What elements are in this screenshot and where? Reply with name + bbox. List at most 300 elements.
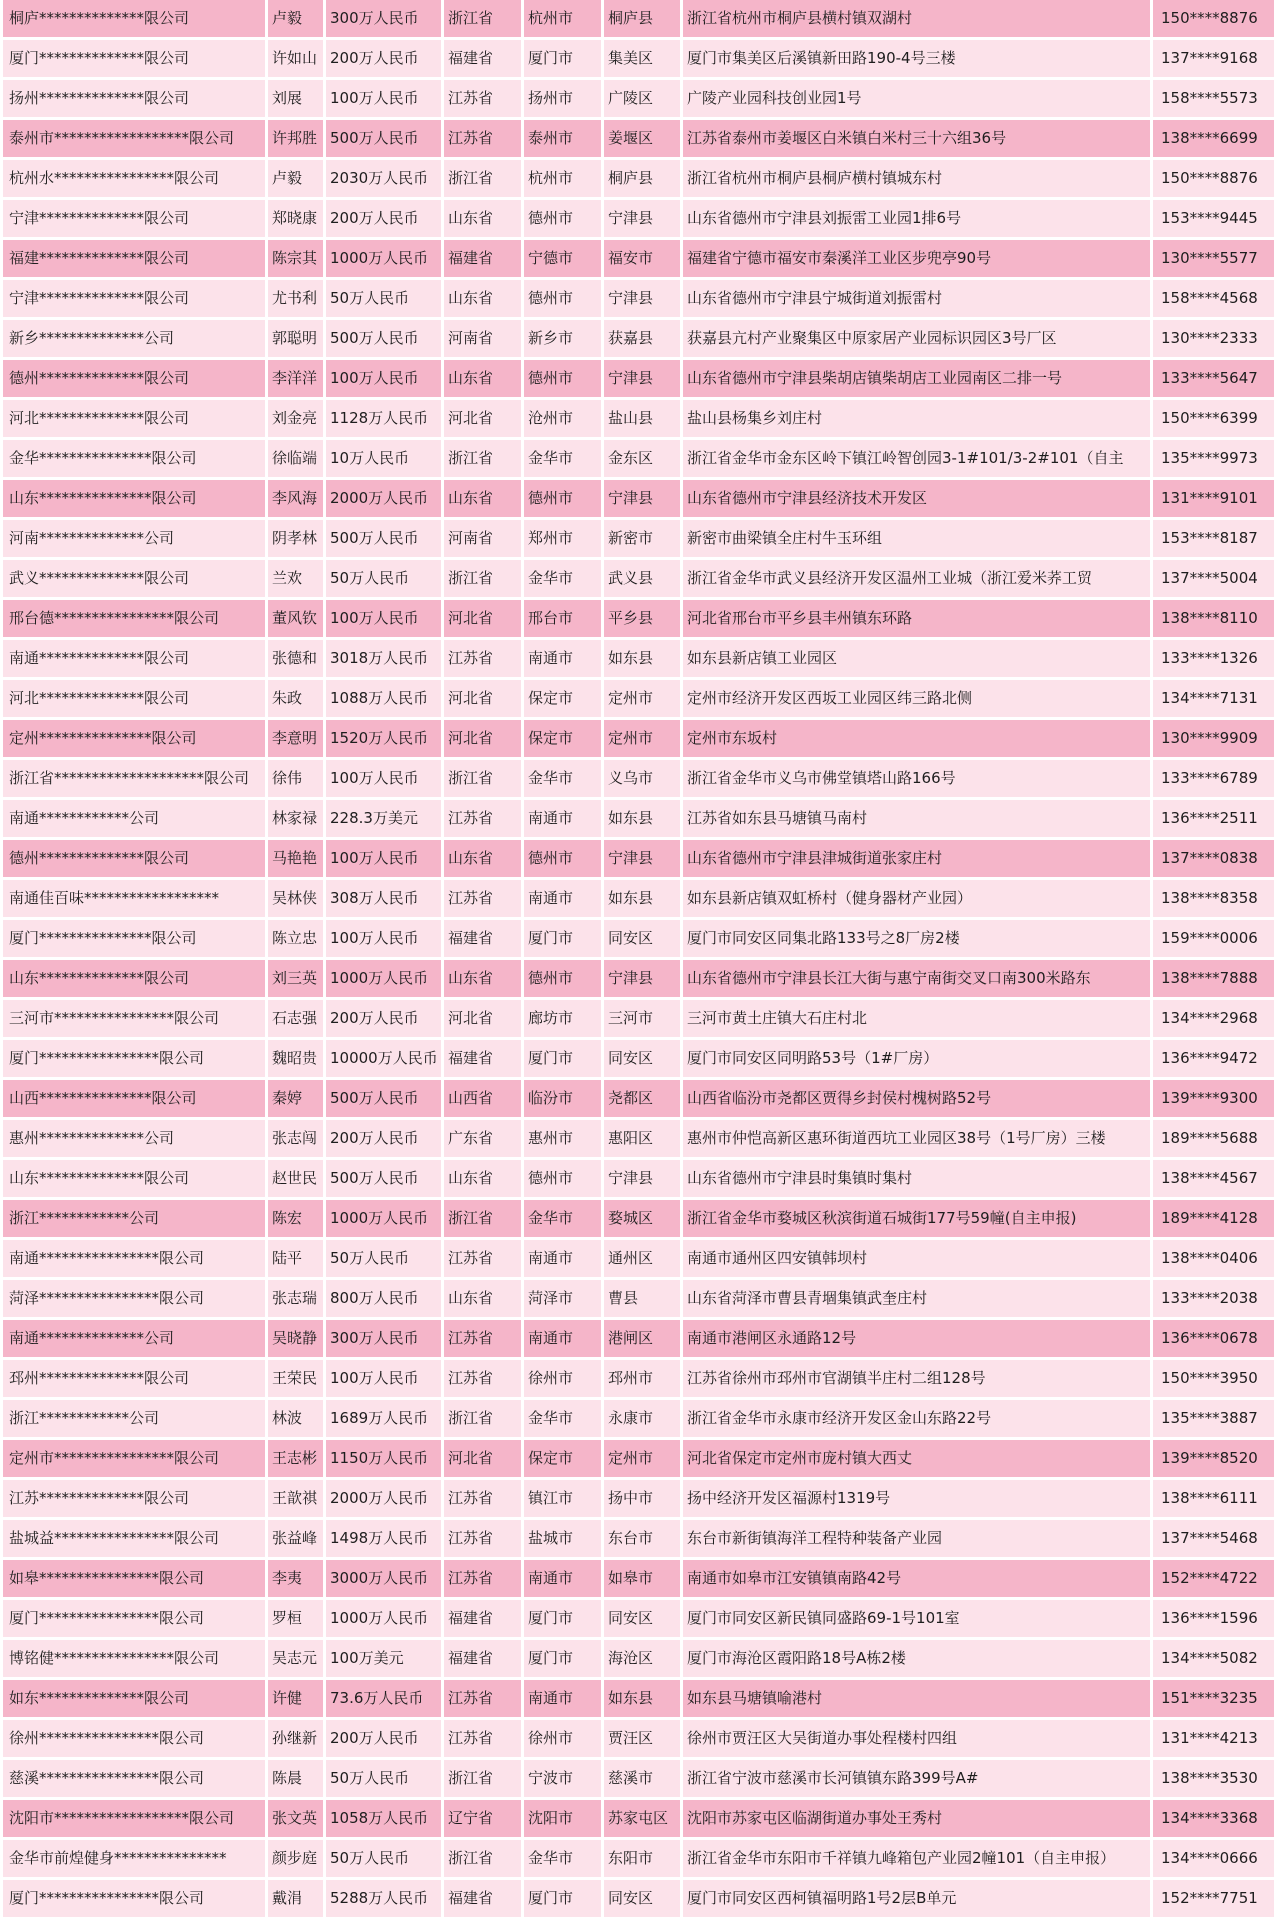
district-cell: 如皋市 xyxy=(603,1559,682,1599)
registered-capital-cell: 200万人民币 xyxy=(325,39,443,79)
table-row xyxy=(2,1439,1276,1479)
district-cell: 桐庐县 xyxy=(603,0,682,39)
legal-representative-cell: 陈宗其 xyxy=(267,239,325,279)
district-cell: 宁津县 xyxy=(603,359,682,399)
table-row xyxy=(2,399,1276,439)
legal-representative-cell: 阴孝林 xyxy=(267,519,325,559)
province-cell: 河北省 xyxy=(443,599,523,639)
city-cell: 徐州市 xyxy=(523,1719,603,1759)
phone-cell: 133****1326 xyxy=(1152,639,1276,679)
city-cell: 徐州市 xyxy=(523,1359,603,1399)
table-row xyxy=(2,879,1276,919)
province-cell: 浙江省 xyxy=(443,1839,523,1879)
district-cell: 东阳市 xyxy=(603,1839,682,1879)
district-cell: 平乡县 xyxy=(603,599,682,639)
address-cell: 如东县新店镇双虹桥村（健身器材产业园） xyxy=(682,879,1152,919)
district-cell: 惠阳区 xyxy=(603,1119,682,1159)
city-cell: 沈阳市 xyxy=(523,1799,603,1839)
company-name-cell: 如皋****************限公司 xyxy=(2,1559,267,1599)
company-name-cell: 邳州**************限公司 xyxy=(2,1359,267,1399)
address-cell: 如东县新店镇工业园区 xyxy=(682,639,1152,679)
city-cell: 德州市 xyxy=(523,279,603,319)
company-name-cell: 厦门***************限公司 xyxy=(2,919,267,959)
phone-cell: 135****3887 xyxy=(1152,1399,1276,1439)
company-name-cell: 福建**************限公司 xyxy=(2,239,267,279)
district-cell: 尧都区 xyxy=(603,1079,682,1119)
city-cell: 德州市 xyxy=(523,199,603,239)
city-cell: 德州市 xyxy=(523,1159,603,1199)
company-name-cell: 厦门****************限公司 xyxy=(2,1599,267,1639)
table-row xyxy=(2,1079,1276,1119)
registered-capital-cell: 3000万人民币 xyxy=(325,1559,443,1599)
table-row xyxy=(2,1239,1276,1279)
company-name-cell: 扬州**************限公司 xyxy=(2,79,267,119)
table-row xyxy=(2,1359,1276,1399)
province-cell: 浙江省 xyxy=(443,439,523,479)
company-name-cell: 宁津**************限公司 xyxy=(2,279,267,319)
district-cell: 如东县 xyxy=(603,879,682,919)
legal-representative-cell: 朱政 xyxy=(267,679,325,719)
city-cell: 南通市 xyxy=(523,799,603,839)
district-cell: 海沧区 xyxy=(603,1639,682,1679)
province-cell: 浙江省 xyxy=(443,759,523,799)
table-row xyxy=(2,1479,1276,1519)
province-cell: 浙江省 xyxy=(443,1759,523,1799)
legal-representative-cell: 罗桓 xyxy=(267,1599,325,1639)
district-cell: 宁津县 xyxy=(603,959,682,999)
legal-representative-cell: 王歆祺 xyxy=(267,1479,325,1519)
registered-capital-cell: 800万人民币 xyxy=(325,1279,443,1319)
district-cell: 东台市 xyxy=(603,1519,682,1559)
city-cell: 宁波市 xyxy=(523,1759,603,1799)
legal-representative-cell: 陆平 xyxy=(267,1239,325,1279)
district-cell: 桐庐县 xyxy=(603,159,682,199)
legal-representative-cell: 吴晓静 xyxy=(267,1319,325,1359)
legal-representative-cell: 陈立忠 xyxy=(267,919,325,959)
company-name-cell: 德州**************限公司 xyxy=(2,359,267,399)
registered-capital-cell: 1000万人民币 xyxy=(325,239,443,279)
registered-capital-cell: 500万人民币 xyxy=(325,519,443,559)
district-cell: 慈溪市 xyxy=(603,1759,682,1799)
registered-capital-cell: 1000万人民币 xyxy=(325,1199,443,1239)
province-cell: 江苏省 xyxy=(443,1239,523,1279)
city-cell: 德州市 xyxy=(523,479,603,519)
table-row xyxy=(2,1159,1276,1199)
district-cell: 集美区 xyxy=(603,39,682,79)
province-cell: 江苏省 xyxy=(443,119,523,159)
company-name-cell: 厦门****************限公司 xyxy=(2,1039,267,1079)
company-name-cell: 山西***************限公司 xyxy=(2,1079,267,1119)
company-name-cell: 浙江************公司 xyxy=(2,1399,267,1439)
legal-representative-cell: 董风钦 xyxy=(267,599,325,639)
address-cell: 厦门市海沧区霞阳路18号A栋2楼 xyxy=(682,1639,1152,1679)
district-cell: 贾汪区 xyxy=(603,1719,682,1759)
registered-capital-cell: 200万人民币 xyxy=(325,1719,443,1759)
table-row xyxy=(2,1799,1276,1839)
registered-capital-cell: 1000万人民币 xyxy=(325,1599,443,1639)
legal-representative-cell: 李意明 xyxy=(267,719,325,759)
legal-representative-cell: 吴志元 xyxy=(267,1639,325,1679)
table-row xyxy=(2,599,1276,639)
city-cell: 金华市 xyxy=(523,1399,603,1439)
registered-capital-cell: 100万人民币 xyxy=(325,839,443,879)
legal-representative-cell: 刘金亮 xyxy=(267,399,325,439)
phone-cell: 158****4568 xyxy=(1152,279,1276,319)
province-cell: 辽宁省 xyxy=(443,1799,523,1839)
phone-cell: 138****8358 xyxy=(1152,879,1276,919)
legal-representative-cell: 张志瑞 xyxy=(267,1279,325,1319)
legal-representative-cell: 刘三英 xyxy=(267,959,325,999)
city-cell: 保定市 xyxy=(523,679,603,719)
address-cell: 厦门市同安区新民镇同盛路69-1号101室 xyxy=(682,1599,1152,1639)
province-cell: 河南省 xyxy=(443,519,523,559)
address-cell: 河北省保定市定州市庞村镇大西丈 xyxy=(682,1439,1152,1479)
district-cell: 武义县 xyxy=(603,559,682,599)
province-cell: 江苏省 xyxy=(443,1479,523,1519)
registered-capital-cell: 500万人民币 xyxy=(325,319,443,359)
province-cell: 山东省 xyxy=(443,839,523,879)
table-row xyxy=(2,1319,1276,1359)
address-cell: 沈阳市苏家屯区临湖街道办事处王秀村 xyxy=(682,1799,1152,1839)
legal-representative-cell: 颜步庭 xyxy=(267,1839,325,1879)
district-cell: 同安区 xyxy=(603,1599,682,1639)
city-cell: 惠州市 xyxy=(523,1119,603,1159)
legal-representative-cell: 王荣民 xyxy=(267,1359,325,1399)
city-cell: 保定市 xyxy=(523,719,603,759)
registered-capital-cell: 50万人民币 xyxy=(325,1759,443,1799)
registered-capital-cell: 100万人民币 xyxy=(325,359,443,399)
address-cell: 浙江省杭州市桐庐县桐庐横村镇城东村 xyxy=(682,159,1152,199)
registered-capital-cell: 1088万人民币 xyxy=(325,679,443,719)
phone-cell: 189****4128 xyxy=(1152,1199,1276,1239)
legal-representative-cell: 张志闯 xyxy=(267,1119,325,1159)
phone-cell: 133****2038 xyxy=(1152,1279,1276,1319)
table-row xyxy=(2,759,1276,799)
table-row xyxy=(2,119,1276,159)
province-cell: 江苏省 xyxy=(443,1519,523,1559)
table-body xyxy=(2,0,1276,1919)
city-cell: 沧州市 xyxy=(523,399,603,439)
phone-cell: 153****9445 xyxy=(1152,199,1276,239)
legal-representative-cell: 张益峰 xyxy=(267,1519,325,1559)
phone-cell: 138****0406 xyxy=(1152,1239,1276,1279)
table-row xyxy=(2,0,1276,39)
phone-cell: 133****6789 xyxy=(1152,759,1276,799)
registered-capital-cell: 100万人民币 xyxy=(325,919,443,959)
legal-representative-cell: 许如山 xyxy=(267,39,325,79)
district-cell: 金东区 xyxy=(603,439,682,479)
district-cell: 永康市 xyxy=(603,1399,682,1439)
table-row xyxy=(2,959,1276,999)
company-name-cell: 定州***************限公司 xyxy=(2,719,267,759)
city-cell: 金华市 xyxy=(523,1839,603,1879)
legal-representative-cell: 许邦胜 xyxy=(267,119,325,159)
company-name-cell: 定州市****************限公司 xyxy=(2,1439,267,1479)
city-cell: 南通市 xyxy=(523,1319,603,1359)
table-row xyxy=(2,199,1276,239)
phone-cell: 189****5688 xyxy=(1152,1119,1276,1159)
table-row xyxy=(2,279,1276,319)
address-cell: 浙江省金华市金东区岭下镇江岭智创园3-1#101/3-2#101（自主 xyxy=(682,439,1152,479)
registered-capital-cell: 1689万人民币 xyxy=(325,1399,443,1439)
phone-cell: 134****0666 xyxy=(1152,1839,1276,1879)
table-row xyxy=(2,639,1276,679)
phone-cell: 136****9472 xyxy=(1152,1039,1276,1079)
province-cell: 江苏省 xyxy=(443,1559,523,1599)
address-cell: 南通市港闸区永通路12号 xyxy=(682,1319,1152,1359)
registered-capital-cell: 308万人民币 xyxy=(325,879,443,919)
registered-capital-cell: 1498万人民币 xyxy=(325,1519,443,1559)
phone-cell: 138****7888 xyxy=(1152,959,1276,999)
phone-cell: 131****9101 xyxy=(1152,479,1276,519)
phone-cell: 134****7131 xyxy=(1152,679,1276,719)
company-name-cell: 浙江************公司 xyxy=(2,1199,267,1239)
company-name-cell: 山东**************限公司 xyxy=(2,959,267,999)
table-row xyxy=(2,999,1276,1039)
city-cell: 南通市 xyxy=(523,1679,603,1719)
city-cell: 德州市 xyxy=(523,959,603,999)
company-name-cell: 盐城益****************限公司 xyxy=(2,1519,267,1559)
legal-representative-cell: 李洋洋 xyxy=(267,359,325,399)
address-cell: 江苏省徐州市邳州市官湖镇半庄村二组128号 xyxy=(682,1359,1152,1399)
district-cell: 如东县 xyxy=(603,799,682,839)
province-cell: 山东省 xyxy=(443,279,523,319)
phone-cell: 131****4213 xyxy=(1152,1719,1276,1759)
legal-representative-cell: 卢毅 xyxy=(267,159,325,199)
company-name-cell: 宁津**************限公司 xyxy=(2,199,267,239)
city-cell: 杭州市 xyxy=(523,0,603,39)
table-row xyxy=(2,1559,1276,1599)
phone-cell: 130****2333 xyxy=(1152,319,1276,359)
registered-capital-cell: 200万人民币 xyxy=(325,1119,443,1159)
registered-capital-cell: 100万人民币 xyxy=(325,759,443,799)
phone-cell: 133****5647 xyxy=(1152,359,1276,399)
address-cell: 山东省德州市宁津县宁城街道刘振雷村 xyxy=(682,279,1152,319)
address-cell: 浙江省杭州市桐庐县横村镇双湖村 xyxy=(682,0,1152,39)
legal-representative-cell: 徐临端 xyxy=(267,439,325,479)
phone-cell: 153****8187 xyxy=(1152,519,1276,559)
table-row xyxy=(2,479,1276,519)
company-name-cell: 山东**************限公司 xyxy=(2,1159,267,1199)
registered-capital-cell: 50万人民币 xyxy=(325,559,443,599)
city-cell: 南通市 xyxy=(523,639,603,679)
table-row xyxy=(2,1719,1276,1759)
phone-cell: 150****6399 xyxy=(1152,399,1276,439)
phone-cell: 137****5004 xyxy=(1152,559,1276,599)
company-name-cell: 山东***************限公司 xyxy=(2,479,267,519)
company-name-cell: 新乡**************公司 xyxy=(2,319,267,359)
registered-capital-cell: 200万人民币 xyxy=(325,199,443,239)
legal-representative-cell: 孙继新 xyxy=(267,1719,325,1759)
province-cell: 江苏省 xyxy=(443,1719,523,1759)
province-cell: 江苏省 xyxy=(443,1319,523,1359)
city-cell: 泰州市 xyxy=(523,119,603,159)
company-name-cell: 河南**************公司 xyxy=(2,519,267,559)
table-row xyxy=(2,519,1276,559)
province-cell: 河北省 xyxy=(443,1439,523,1479)
address-cell: 厦门市集美区后溪镇新田路190-4号三楼 xyxy=(682,39,1152,79)
district-cell: 港闸区 xyxy=(603,1319,682,1359)
table-row xyxy=(2,319,1276,359)
registered-capital-cell: 50万人民币 xyxy=(325,1239,443,1279)
district-cell: 婺城区 xyxy=(603,1199,682,1239)
registered-capital-cell: 10万人民币 xyxy=(325,439,443,479)
address-cell: 扬中经济开发区福源村1319号 xyxy=(682,1479,1152,1519)
province-cell: 福建省 xyxy=(443,1599,523,1639)
legal-representative-cell: 许健 xyxy=(267,1679,325,1719)
registered-capital-cell: 3018万人民币 xyxy=(325,639,443,679)
legal-representative-cell: 魏昭贵 xyxy=(267,1039,325,1079)
address-cell: 南通市通州区四安镇韩坝村 xyxy=(682,1239,1152,1279)
address-cell: 厦门市同安区同明路53号（1#厂房） xyxy=(682,1039,1152,1079)
registered-capital-cell: 2000万人民币 xyxy=(325,479,443,519)
company-name-cell: 如东**************限公司 xyxy=(2,1679,267,1719)
registered-capital-cell: 300万人民币 xyxy=(325,0,443,39)
table-row xyxy=(2,1039,1276,1079)
city-cell: 厦门市 xyxy=(523,1599,603,1639)
phone-cell: 159****0006 xyxy=(1152,919,1276,959)
province-cell: 江苏省 xyxy=(443,639,523,679)
province-cell: 浙江省 xyxy=(443,559,523,599)
company-name-cell: 菏泽****************限公司 xyxy=(2,1279,267,1319)
legal-representative-cell: 刘展 xyxy=(267,79,325,119)
phone-cell: 151****3235 xyxy=(1152,1679,1276,1719)
address-cell: 山东省德州市宁津县长江大街与惠宁南街交叉口南300米路东 xyxy=(682,959,1152,999)
district-cell: 宁津县 xyxy=(603,199,682,239)
city-cell: 厦门市 xyxy=(523,1039,603,1079)
table-row xyxy=(2,1119,1276,1159)
phone-cell: 150****8876 xyxy=(1152,0,1276,39)
phone-cell: 137****0838 xyxy=(1152,839,1276,879)
district-cell: 宁津县 xyxy=(603,279,682,319)
legal-representative-cell: 秦婷 xyxy=(267,1079,325,1119)
legal-representative-cell: 戴涓 xyxy=(267,1879,325,1919)
company-name-cell: 厦门****************限公司 xyxy=(2,1879,267,1919)
district-cell: 宁津县 xyxy=(603,839,682,879)
city-cell: 镇江市 xyxy=(523,1479,603,1519)
registered-capital-cell: 73.6万人民币 xyxy=(325,1679,443,1719)
registered-capital-cell: 50万人民币 xyxy=(325,279,443,319)
address-cell: 惠州市仲恺高新区惠环街道西坑工业园区38号（1号厂房）三楼 xyxy=(682,1119,1152,1159)
table-row xyxy=(2,1839,1276,1879)
phone-cell: 138****4567 xyxy=(1152,1159,1276,1199)
company-name-cell: 江苏**************限公司 xyxy=(2,1479,267,1519)
phone-cell: 136****2511 xyxy=(1152,799,1276,839)
address-cell: 浙江省金华市武义县经济开发区温州工业城（浙江爱米荞工贸 xyxy=(682,559,1152,599)
company-name-cell: 河北**************限公司 xyxy=(2,679,267,719)
address-cell: 新密市曲梁镇全庄村牛玉环组 xyxy=(682,519,1152,559)
registered-capital-cell: 50万人民币 xyxy=(325,1839,443,1879)
company-name-cell: 杭州水****************限公司 xyxy=(2,159,267,199)
company-name-cell: 桐庐**************限公司 xyxy=(2,0,267,39)
phone-cell: 139****8520 xyxy=(1152,1439,1276,1479)
legal-representative-cell: 张文英 xyxy=(267,1799,325,1839)
company-name-cell: 南通佳百味****************** xyxy=(2,879,267,919)
phone-cell: 138****3530 xyxy=(1152,1759,1276,1799)
province-cell: 山西省 xyxy=(443,1079,523,1119)
address-cell: 南通市如皋市江安镇镇南路42号 xyxy=(682,1559,1152,1599)
table-row xyxy=(2,1399,1276,1439)
table-row xyxy=(2,1279,1276,1319)
province-cell: 福建省 xyxy=(443,1879,523,1919)
district-cell: 如东县 xyxy=(603,1679,682,1719)
city-cell: 厦门市 xyxy=(523,1879,603,1919)
registered-capital-cell: 200万人民币 xyxy=(325,999,443,1039)
city-cell: 临汾市 xyxy=(523,1079,603,1119)
phone-cell: 150****8876 xyxy=(1152,159,1276,199)
legal-representative-cell: 陈晨 xyxy=(267,1759,325,1799)
table-row xyxy=(2,1519,1276,1559)
province-cell: 山东省 xyxy=(443,359,523,399)
table-row xyxy=(2,799,1276,839)
city-cell: 邢台市 xyxy=(523,599,603,639)
company-name-cell: 德州**************限公司 xyxy=(2,839,267,879)
address-cell: 山东省菏泽市曹县青堌集镇武奎庄村 xyxy=(682,1279,1152,1319)
city-cell: 杭州市 xyxy=(523,159,603,199)
registered-capital-cell: 100万人民币 xyxy=(325,79,443,119)
city-cell: 德州市 xyxy=(523,359,603,399)
registered-capital-cell: 100万人民币 xyxy=(325,599,443,639)
district-cell: 同安区 xyxy=(603,1879,682,1919)
registered-capital-cell: 2000万人民币 xyxy=(325,1479,443,1519)
province-cell: 江苏省 xyxy=(443,799,523,839)
address-cell: 山东省德州市宁津县津城街道张家庄村 xyxy=(682,839,1152,879)
registered-capital-cell: 228.3万美元 xyxy=(325,799,443,839)
district-cell: 获嘉县 xyxy=(603,319,682,359)
province-cell: 浙江省 xyxy=(443,0,523,39)
table-row xyxy=(2,239,1276,279)
district-cell: 新密市 xyxy=(603,519,682,559)
address-cell: 浙江省金华市婺城区秋滨街道石城街177号59幢(自主申报) xyxy=(682,1199,1152,1239)
legal-representative-cell: 马艳艳 xyxy=(267,839,325,879)
district-cell: 广陵区 xyxy=(603,79,682,119)
address-cell: 盐山县杨集乡刘庄村 xyxy=(682,399,1152,439)
district-cell: 扬中市 xyxy=(603,1479,682,1519)
legal-representative-cell: 尤书利 xyxy=(267,279,325,319)
district-cell: 通州区 xyxy=(603,1239,682,1279)
legal-representative-cell: 赵世民 xyxy=(267,1159,325,1199)
company-name-cell: 南通************公司 xyxy=(2,799,267,839)
phone-cell: 137****9168 xyxy=(1152,39,1276,79)
legal-representative-cell: 李夷 xyxy=(267,1559,325,1599)
district-cell: 定州市 xyxy=(603,1439,682,1479)
city-cell: 菏泽市 xyxy=(523,1279,603,1319)
district-cell: 曹县 xyxy=(603,1279,682,1319)
phone-cell: 158****5573 xyxy=(1152,79,1276,119)
phone-cell: 134****2968 xyxy=(1152,999,1276,1039)
phone-cell: 139****9300 xyxy=(1152,1079,1276,1119)
district-cell: 姜堰区 xyxy=(603,119,682,159)
address-cell: 厦门市同安区同集北路133号之8厂房2楼 xyxy=(682,919,1152,959)
address-cell: 厦门市同安区西柯镇福明路1号2层B单元 xyxy=(682,1879,1152,1919)
city-cell: 保定市 xyxy=(523,1439,603,1479)
company-name-cell: 金华市前煌健身*************** xyxy=(2,1839,267,1879)
legal-representative-cell: 石志强 xyxy=(267,999,325,1039)
city-cell: 宁德市 xyxy=(523,239,603,279)
registered-capital-cell: 1000万人民币 xyxy=(325,959,443,999)
district-cell: 宁津县 xyxy=(603,479,682,519)
address-cell: 河北省邢台市平乡县丰州镇东环路 xyxy=(682,599,1152,639)
table-row xyxy=(2,79,1276,119)
address-cell: 获嘉县亢村产业聚集区中原家居产业园标识园区3号厂区 xyxy=(682,319,1152,359)
city-cell: 厦门市 xyxy=(523,39,603,79)
district-cell: 定州市 xyxy=(603,679,682,719)
phone-cell: 152****7751 xyxy=(1152,1879,1276,1919)
registered-capital-cell: 1058万人民币 xyxy=(325,1799,443,1839)
legal-representative-cell: 郭聪明 xyxy=(267,319,325,359)
phone-cell: 130****5577 xyxy=(1152,239,1276,279)
table-row xyxy=(2,159,1276,199)
